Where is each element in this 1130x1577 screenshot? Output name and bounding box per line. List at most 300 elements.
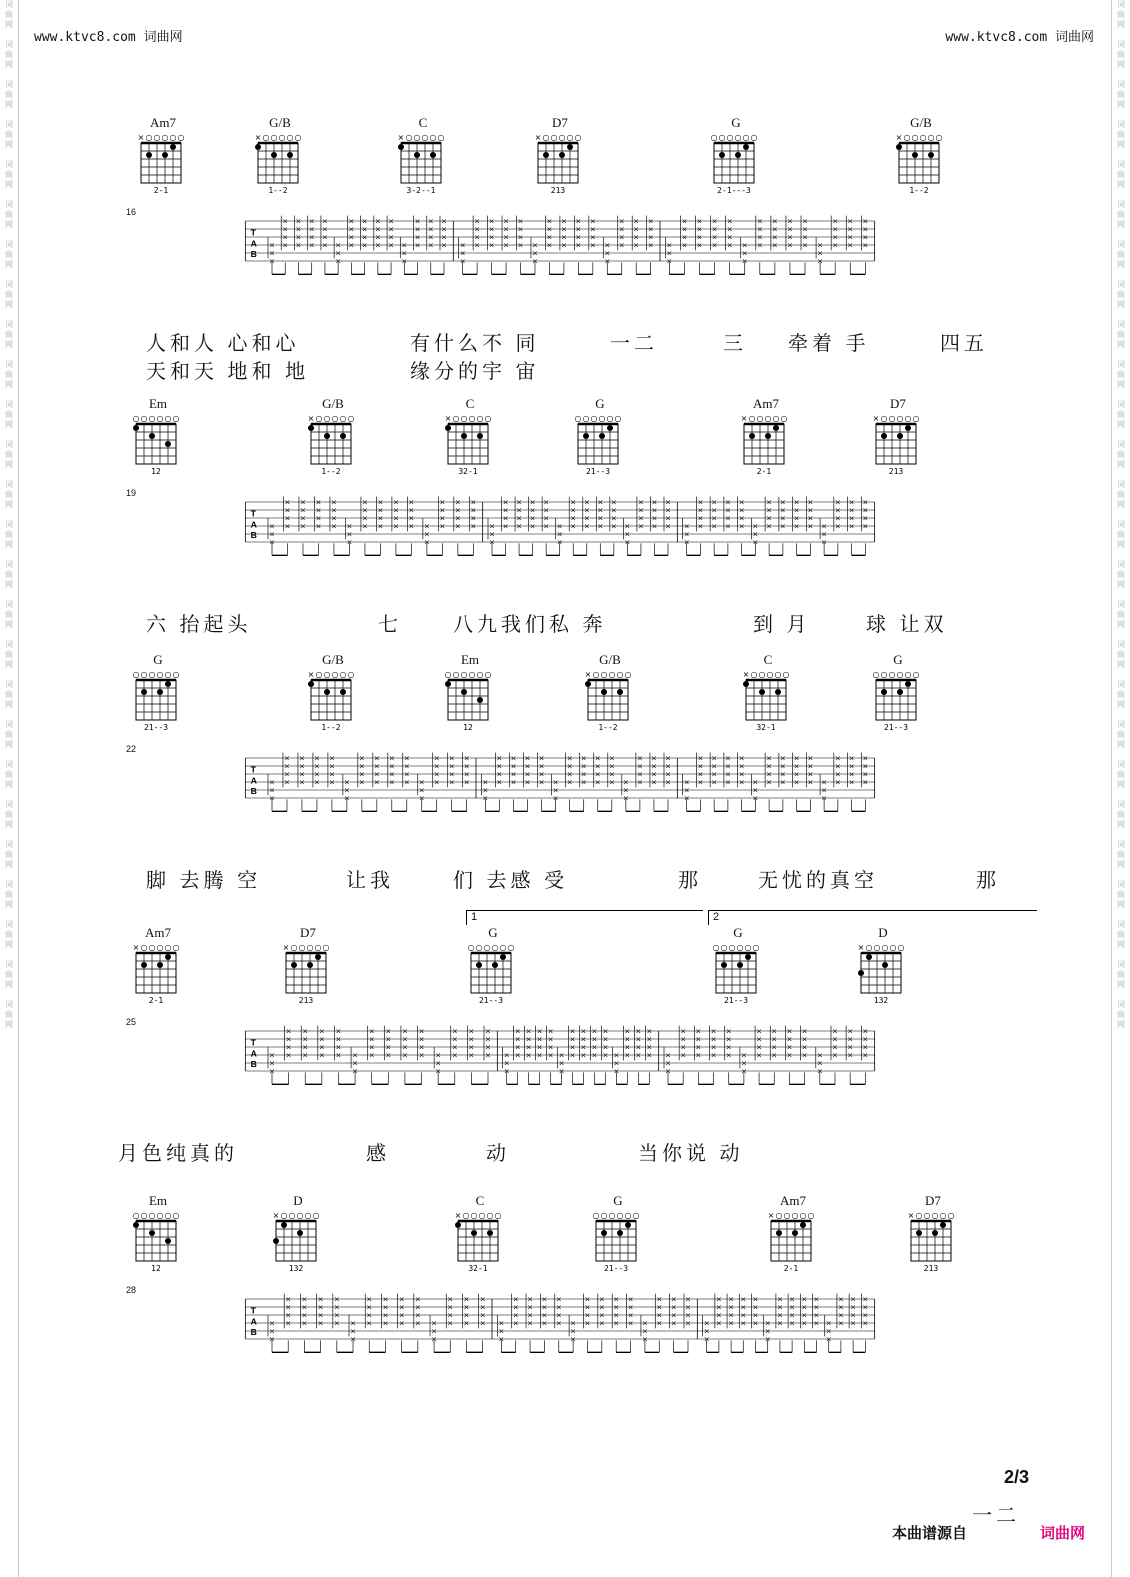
svg-text:×: × (388, 761, 395, 771)
svg-text:×: × (738, 769, 745, 779)
tab-staff (88, 216, 1032, 281)
svg-text:×: × (807, 769, 814, 779)
svg-text:×: × (837, 1310, 844, 1320)
svg-text:×: × (664, 753, 672, 763)
svg-text:×: × (401, 1042, 408, 1052)
svg-text:×: × (510, 769, 517, 779)
svg-text:×: × (771, 1026, 778, 1036)
chord-name: D (293, 1193, 303, 1208)
svg-text:×: × (498, 1326, 505, 1336)
svg-text:×: × (602, 1026, 609, 1036)
svg-text:×: × (468, 1026, 475, 1036)
svg-text:×: × (330, 513, 338, 523)
svg-text:×: × (524, 777, 531, 787)
svg-text:×: × (374, 232, 381, 242)
svg-text:×: × (373, 753, 380, 763)
svg-text:×: × (613, 1058, 620, 1068)
svg-text:×: × (283, 761, 291, 771)
svg-text:×: × (435, 1066, 442, 1076)
svg-text:×: × (837, 1302, 844, 1312)
svg-text:×: × (584, 1302, 591, 1312)
svg-text:×: × (301, 1302, 308, 1312)
svg-text:×: × (786, 1034, 793, 1044)
svg-text:×: × (647, 232, 654, 242)
svg-text:×: × (454, 513, 461, 523)
svg-text:×: × (637, 497, 644, 507)
svg-text:×: × (368, 1026, 375, 1036)
svg-text:×: × (710, 1034, 717, 1044)
svg-text:×: × (268, 256, 276, 266)
svg-text:×: × (646, 1050, 653, 1060)
svg-text:○: ○ (483, 943, 491, 952)
svg-text:×: × (403, 761, 410, 771)
svg-text:○: ○ (323, 414, 331, 423)
svg-text:○: ○ (132, 414, 140, 423)
chord-diagram (128, 396, 188, 487)
svg-text:×: × (710, 1026, 717, 1036)
svg-text:×: × (536, 1026, 543, 1036)
svg-text:×: × (418, 1050, 425, 1060)
svg-text:×: × (516, 505, 523, 515)
svg-text:×: × (766, 497, 773, 507)
svg-text:×: × (463, 777, 470, 787)
svg-text:×: × (608, 769, 615, 779)
svg-text:×: × (558, 1066, 565, 1076)
score-row (88, 115, 1032, 383)
svg-text:×: × (752, 1310, 759, 1320)
svg-text:×: × (444, 414, 452, 423)
svg-text:×: × (368, 1050, 375, 1060)
svg-text:×: × (358, 761, 365, 771)
svg-text:×: × (401, 248, 408, 258)
svg-text:×: × (299, 521, 307, 531)
svg-text:×: × (560, 232, 567, 242)
svg-text:○: ○ (718, 133, 726, 142)
svg-text:×: × (414, 1318, 421, 1328)
svg-text:×: × (779, 753, 786, 763)
chord-diagram (530, 115, 590, 206)
svg-text:×: × (313, 777, 320, 787)
svg-text:×: × (398, 1310, 405, 1320)
svg-text:×: × (556, 537, 563, 547)
svg-text:×: × (321, 224, 328, 234)
svg-text:×: × (680, 1034, 687, 1044)
svg-text:×: × (502, 240, 510, 250)
svg-text:×: × (529, 497, 536, 507)
svg-text:×: × (740, 1050, 747, 1060)
chord-diagram (868, 396, 928, 487)
svg-text:×: × (317, 1318, 324, 1328)
svg-text:×: × (656, 1294, 663, 1304)
svg-text:○: ○ (608, 1211, 616, 1220)
svg-text:×: × (298, 777, 306, 787)
svg-text:×: × (624, 521, 631, 531)
svg-text:×: × (831, 1050, 839, 1060)
chord-name: C (763, 652, 773, 667)
svg-text:×: × (373, 777, 380, 787)
svg-text:×: × (313, 761, 320, 771)
svg-text:○: ○ (262, 133, 270, 142)
svg-text:×: × (752, 1318, 759, 1328)
svg-text:×: × (862, 1294, 869, 1304)
svg-text:×: × (414, 1310, 421, 1320)
svg-text:×: × (570, 497, 577, 507)
svg-text:×: × (807, 753, 814, 763)
svg-text:×: × (459, 256, 466, 266)
svg-text:×: × (697, 497, 704, 507)
svg-text:×: × (447, 1310, 454, 1320)
svg-text:×: × (756, 240, 763, 250)
svg-text:×: × (488, 216, 495, 226)
chord-name: G (731, 115, 741, 130)
svg-text:×: × (681, 240, 688, 250)
svg-text:○: ○ (315, 414, 323, 423)
svg-text:○: ○ (880, 670, 888, 679)
svg-text:○: ○ (331, 670, 339, 679)
svg-text:×: × (635, 1042, 642, 1052)
svg-text:×: × (786, 1026, 793, 1036)
svg-text:×: × (448, 753, 455, 763)
svg-text:○: ○ (339, 670, 347, 679)
svg-text:×: × (834, 497, 841, 507)
svg-text:○: ○ (783, 1211, 791, 1220)
svg-text:×: × (349, 1334, 357, 1344)
svg-text:×: × (299, 505, 307, 515)
svg-text:×: × (556, 521, 563, 531)
chord-name: G (153, 652, 163, 667)
svg-text:×: × (268, 1318, 276, 1328)
svg-text:×: × (299, 497, 307, 507)
svg-text:×: × (740, 1058, 747, 1068)
svg-text:×: × (368, 1042, 375, 1052)
chord-grid (128, 941, 188, 1016)
svg-text:×: × (580, 1042, 587, 1052)
svg-text:×: × (282, 232, 289, 242)
chord-grid (303, 412, 363, 487)
svg-text:×: × (448, 761, 455, 771)
svg-text:×: × (633, 232, 640, 242)
lyric-text: 月色纯真的 (118, 1143, 238, 1165)
svg-text:○: ○ (931, 1211, 939, 1220)
chord-name: Am7 (780, 1193, 806, 1208)
svg-text:×: × (684, 1318, 692, 1328)
svg-text:×: × (388, 753, 395, 763)
svg-text:12: 12 (463, 723, 473, 732)
svg-text:×: × (666, 256, 673, 266)
lyric-text: 让我 (346, 870, 394, 892)
svg-text:×: × (624, 1042, 631, 1052)
lyric-text: 一二 (972, 1505, 1020, 1527)
svg-text:×: × (834, 505, 841, 515)
svg-text:×: × (862, 1042, 869, 1052)
svg-text:×: × (526, 1302, 534, 1312)
svg-text:×: × (741, 256, 748, 266)
svg-text:×: × (738, 761, 745, 771)
svg-text:×: × (766, 753, 773, 763)
svg-text:×: × (517, 240, 524, 250)
svg-text:×: × (308, 240, 315, 250)
svg-text:×: × (282, 224, 289, 234)
svg-text:×: × (604, 240, 611, 250)
chord-grid (303, 668, 363, 743)
svg-text:×: × (793, 769, 800, 779)
svg-text:×: × (821, 537, 828, 547)
svg-text:○: ○ (468, 670, 476, 679)
svg-text:×: × (382, 1310, 389, 1320)
svg-text:×: × (546, 240, 553, 250)
svg-text:×: × (570, 1326, 577, 1336)
svg-text:12: 12 (151, 467, 161, 476)
svg-text:×: × (321, 232, 328, 242)
svg-text:×: × (711, 505, 718, 515)
svg-text:○: ○ (172, 1211, 180, 1220)
chord-grid (868, 412, 928, 487)
svg-text:×: × (382, 1318, 389, 1328)
svg-text:×: × (664, 1050, 672, 1060)
svg-text:×: × (834, 761, 841, 771)
footer-source: 本曲谱源自 (892, 1525, 968, 1542)
lyric-text: 三 (723, 333, 747, 355)
svg-text:×: × (318, 1050, 325, 1060)
svg-text:×: × (268, 1334, 276, 1344)
svg-text:×: × (430, 1326, 438, 1336)
svg-text:×: × (541, 1310, 548, 1320)
svg-text:×: × (591, 1034, 598, 1044)
svg-text:×: × (318, 1026, 325, 1036)
svg-text:×: × (366, 1310, 373, 1320)
svg-text:×: × (302, 1050, 309, 1060)
svg-text:×: × (307, 670, 315, 679)
svg-text:×: × (349, 1318, 357, 1328)
svg-text:×: × (575, 224, 582, 234)
svg-text:○: ○ (468, 414, 476, 423)
svg-text:×: × (771, 1050, 778, 1060)
lyric-text: 那 (678, 870, 702, 892)
svg-text:×: × (459, 248, 466, 258)
svg-text:○: ○ (156, 1211, 164, 1220)
chord-grid (268, 1209, 328, 1284)
svg-text:×: × (738, 753, 745, 763)
chord-grid (763, 1209, 823, 1284)
svg-text:×: × (272, 1211, 280, 1220)
chord-grid (708, 941, 768, 1016)
svg-text:○: ○ (542, 133, 550, 142)
svg-text:×: × (502, 224, 510, 234)
svg-text:×: × (382, 1302, 389, 1312)
svg-text:×: × (724, 521, 731, 531)
svg-text:○: ○ (600, 1211, 608, 1220)
svg-text:×: × (740, 414, 748, 423)
svg-text:×: × (541, 1294, 548, 1304)
svg-text:○: ○ (421, 133, 429, 142)
svg-text:2-1: 2-1 (783, 1264, 799, 1273)
svg-text:×: × (335, 1050, 342, 1060)
svg-text:×: × (284, 497, 291, 507)
svg-text:×: × (558, 1050, 565, 1060)
svg-text:○: ○ (736, 943, 744, 952)
svg-text:×: × (313, 753, 320, 763)
svg-text:×: × (560, 216, 567, 226)
svg-text:×: × (821, 785, 828, 795)
svg-text:×: × (529, 513, 536, 523)
svg-text:×: × (526, 1318, 534, 1328)
svg-text:×: × (817, 240, 824, 250)
svg-text:×: × (711, 521, 718, 531)
svg-text:×: × (525, 1026, 532, 1036)
svg-text:×: × (366, 1294, 373, 1304)
svg-text:×: × (580, 1034, 587, 1044)
svg-text:○: ○ (286, 133, 294, 142)
svg-text:32-1: 32-1 (458, 467, 478, 476)
svg-text:×: × (510, 777, 517, 787)
svg-text:×: × (801, 1042, 808, 1052)
svg-text:B: B (250, 1059, 257, 1069)
svg-text:132: 132 (873, 996, 889, 1005)
svg-text:×: × (613, 1310, 620, 1320)
svg-text:×: × (832, 240, 839, 250)
svg-text:×: × (766, 521, 773, 531)
svg-text:○: ○ (927, 133, 935, 142)
svg-text:○: ○ (889, 943, 897, 952)
svg-text:×: × (738, 497, 745, 507)
svg-text:×: × (741, 240, 748, 250)
svg-text:○: ○ (775, 1211, 783, 1220)
lyric-text: 天和天 地和 地 (146, 361, 310, 383)
lyric-text: 六 抬起头 (146, 614, 252, 636)
svg-text:×: × (589, 224, 596, 234)
svg-text:2-1: 2-1 (153, 186, 169, 195)
svg-text:○: ○ (507, 943, 515, 952)
svg-text:×: × (536, 1050, 543, 1060)
svg-text:×: × (624, 1034, 631, 1044)
chord-name: G/B (599, 652, 621, 667)
svg-text:1--2: 1--2 (321, 467, 341, 476)
svg-text:×: × (635, 1034, 642, 1044)
svg-text:×: × (570, 521, 577, 531)
svg-text:○: ○ (462, 1211, 470, 1220)
chord-diagram (303, 652, 363, 743)
svg-text:×: × (831, 1026, 839, 1036)
chord-diagram (393, 115, 453, 206)
svg-text:○: ○ (312, 1211, 320, 1220)
svg-text:○: ○ (915, 1211, 923, 1220)
svg-text:×: × (786, 216, 794, 226)
svg-text:○: ○ (304, 1211, 312, 1220)
svg-text:×: × (352, 1050, 359, 1060)
svg-text:×: × (440, 224, 448, 234)
svg-text:×: × (488, 224, 495, 234)
svg-text:×: × (308, 216, 315, 226)
svg-text:×: × (703, 1334, 710, 1344)
chord-diagram (128, 1193, 188, 1284)
svg-text:×: × (401, 240, 408, 250)
svg-text:○: ○ (904, 414, 912, 423)
svg-text:×: × (850, 1318, 857, 1328)
svg-text:×: × (398, 1302, 405, 1312)
svg-text:×: × (388, 777, 395, 787)
svg-text:213: 213 (550, 186, 566, 195)
svg-text:×: × (328, 753, 335, 763)
svg-text:○: ○ (582, 414, 590, 423)
svg-text:×: × (724, 497, 731, 507)
svg-text:×: × (282, 943, 290, 952)
svg-text:×: × (398, 1318, 405, 1328)
svg-text:×: × (479, 1294, 486, 1304)
svg-text:×: × (427, 232, 434, 242)
svg-text:×: × (317, 1310, 324, 1320)
chord-name: G (595, 396, 605, 411)
svg-text:×: × (531, 256, 539, 266)
svg-text:×: × (801, 1050, 808, 1060)
svg-text:×: × (546, 216, 553, 226)
svg-text:×: × (538, 777, 545, 787)
svg-text:×: × (502, 216, 510, 226)
svg-text:×: × (766, 505, 773, 515)
svg-text:×: × (752, 777, 759, 787)
chord-grid (278, 941, 338, 1016)
svg-text:×: × (538, 761, 545, 771)
svg-text:○: ○ (896, 670, 904, 679)
svg-text:×: × (328, 769, 335, 779)
svg-text:○: ○ (429, 133, 437, 142)
svg-text:B: B (250, 786, 257, 796)
svg-text:T: T (250, 764, 256, 775)
svg-text:×: × (766, 761, 773, 771)
chord-grid (128, 412, 188, 487)
svg-text:○: ○ (758, 670, 766, 679)
svg-text:×: × (484, 1034, 492, 1044)
svg-text:×: × (137, 133, 145, 142)
svg-text:×: × (613, 1066, 620, 1076)
svg-text:×: × (847, 232, 854, 242)
svg-text:×: × (385, 1042, 392, 1052)
svg-text:×: × (636, 769, 643, 779)
svg-text:×: × (752, 521, 759, 531)
svg-text:○: ○ (624, 670, 632, 679)
svg-text:×: × (703, 1326, 710, 1336)
svg-text:×: × (766, 513, 773, 523)
svg-text:×: × (463, 1310, 470, 1320)
lyric-text: 人和人 心和心 (146, 333, 300, 355)
svg-text:×: × (373, 769, 380, 779)
svg-text:×: × (552, 777, 559, 787)
svg-text:×: × (268, 521, 276, 531)
svg-text:×: × (862, 240, 869, 250)
svg-text:○: ○ (911, 133, 919, 142)
svg-text:×: × (697, 505, 704, 515)
svg-text:×: × (724, 513, 731, 523)
svg-text:×: × (512, 1294, 519, 1304)
svg-text:×: × (813, 1302, 820, 1312)
svg-text:×: × (627, 1310, 634, 1320)
svg-text:21--3: 21--3 (723, 996, 749, 1005)
svg-text:×: × (664, 777, 672, 787)
chord-diagram (570, 396, 630, 487)
svg-text:○: ○ (478, 1211, 486, 1220)
svg-text:○: ○ (140, 670, 148, 679)
svg-text:×: × (786, 232, 794, 242)
svg-text:○: ○ (153, 133, 161, 142)
svg-text:×: × (525, 1050, 532, 1060)
svg-text:○: ○ (156, 670, 164, 679)
svg-text:○: ○ (486, 1211, 494, 1220)
svg-text:×: × (857, 943, 865, 952)
svg-text:×: × (589, 216, 596, 226)
svg-text:×: × (656, 1302, 663, 1312)
svg-text:×: × (317, 1302, 324, 1312)
svg-text:×: × (711, 216, 718, 226)
svg-text:×: × (479, 1318, 486, 1328)
